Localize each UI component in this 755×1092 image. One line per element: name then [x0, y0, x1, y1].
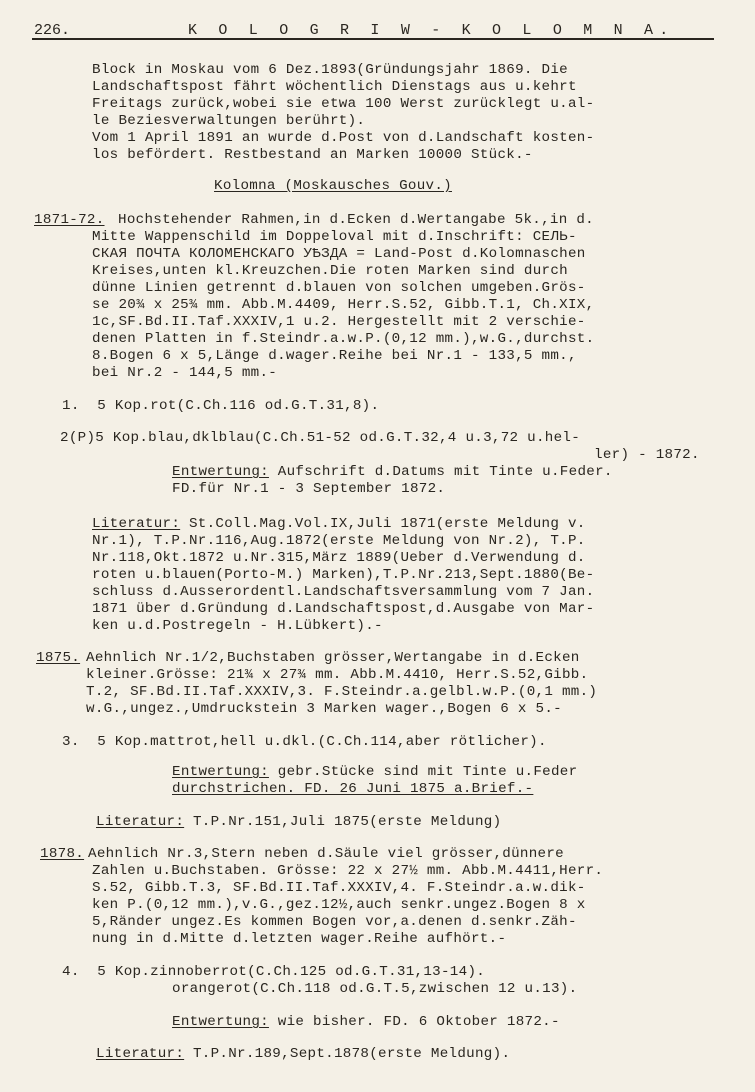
intro-line: Freitags zurück,wobei sie etwa 100 Werst zurücklegt u.al- [92, 96, 595, 112]
issue-1871-line: Hochstehender Rahmen,in d.Ecken d.Wertangabe 5k.,in d. [118, 212, 594, 228]
issue-1871-line: 1c,SF.Bd.II.Taf.XXXIV,1 u.2. Hergestellt mit 2 verschie- [92, 314, 586, 330]
literatur-1871-line: Nr.118,Okt.1872 u.Nr.315,März 1889(Ueber d.Verwendung d. [92, 550, 586, 566]
literatur-label: Literatur: [92, 516, 181, 532]
literatur-text: T.P.Nr.189,Sept.1878(erste Meldung). [184, 1046, 511, 1062]
issue-year-1878: 1878. [40, 846, 85, 862]
catalog-item-1: 1. 5 Kop.rot(C.Ch.116 od.G.T.31,8). [62, 398, 380, 414]
entwertung-1875 [172, 764, 577, 781]
entwertung-1871 [172, 464, 613, 481]
literatur-1871-line: 1871 über d.Gründung d.Landschaftspost,d.Ausgabe von Mar- [92, 601, 595, 617]
issue-1871-line: bei Nr.2 - 144,5 mm.- [92, 365, 278, 381]
intro-line: le Beziesverwaltungen berührt). [92, 113, 366, 129]
issue-1871-line: Kreises,unten kl.Kreuzchen.Die roten Marken sind durch [92, 263, 568, 279]
literatur-1878 [96, 1046, 510, 1063]
entwertung-label: Entwertung: [172, 464, 269, 480]
catalog-item-3: 3. 5 Kop.mattrot,hell u.dkl.(C.Ch.114,aber rötlicher). [62, 734, 547, 750]
entwertung-text: gebr.Stücke sind mit Tinte u.Feder [268, 764, 578, 780]
entwertung-text: wie bisher. FD. 6 Oktober 1872.- [268, 1014, 560, 1030]
intro-line: los befördert. Restbestand an Marken 10000 Stück.- [92, 147, 533, 163]
issue-1878-line: 5,Ränder ungez.Es kommen Bogen vor,a.denen d.senkr.Zäh- [92, 914, 577, 930]
page-number: 226. [34, 22, 71, 39]
literatur-1871-line: Nr.1), T.P.Nr.116,Aug.1872(erste Meldung von Nr.2), T.P. [92, 533, 586, 549]
literatur-1875 [96, 814, 501, 831]
intro-line: Block in Moskau vom 6 Dez.1893(Gründungsjahr 1869. Die [92, 62, 568, 78]
issue-1875-line: w.G.,ungez.,Umdruckstein 3 Marken wager.,Bogen 6 x 5.- [86, 701, 562, 717]
issue-1878-line: S.52, Gibb.T.3, SF.Bd.II.Taf.XXXIV,4. F.Steindr.a.w.dik- [92, 880, 586, 896]
issue-year-1875: 1875. [36, 650, 81, 666]
issue-1878-line: Aehnlich Nr.3,Stern neben d.Säule viel grösser,dünnere [88, 846, 564, 862]
issue-1875-line: kleiner.Grösse: 21¾ x 27¾ mm. Abb.M.4410, Herr.S.52,Gibb. [86, 667, 589, 683]
literatur-text: St.Coll.Mag.Vol.IX,Juli 1871(erste Meldung v. [180, 516, 586, 532]
literatur-label: Literatur: [96, 814, 185, 830]
issue-1871-line: 8.Bogen 6 x 5,Länge d.wager.Reihe bei Nr.1 - 133,5 mm., [92, 348, 577, 364]
literatur-text: T.P.Nr.151,Juli 1875(erste Meldung) [184, 814, 502, 830]
issue-1875-line: T.2, SF.Bd.II.Taf.XXXIV,3. F.Steindr.a.gelbl.w.P.(0,1 mm.) [86, 684, 598, 700]
entwertung-text: Aufschrift d.Datums mit Tinte u.Feder. [268, 464, 613, 480]
catalog-item-2-cont: ler) - 1872. [594, 447, 700, 463]
issue-1871-line: dünne Linien getrennt d.blauen von solchen umgeben.Grös- [92, 280, 586, 296]
issue-1878-line: nung in d.Mitte d.letzten wager.Reihe aufhört.- [92, 931, 507, 947]
literatur-1871-line: schluss d.Ausserordentl.Landschaftsversammlung vom 7 Jan. [92, 584, 595, 600]
catalog-item-4: 4. 5 Kop.zinnoberrot(C.Ch.125 od.G.T.31,13-14). [62, 964, 486, 980]
catalog-item-2: 2(P)5 Kop.blau,dklblau(C.Ch.51-52 od.G.T.32,4 u.3,72 u.hel- [60, 430, 581, 446]
entwertung-1878 [172, 1014, 560, 1031]
issue-1871-line: СКАЯ ПОЧТА КОЛОМЕНСКАГО УѢЗДА = Land-Post d.Kolomnaschen [92, 246, 586, 262]
literatur-1871 [92, 516, 586, 533]
entwertung-1871-cont: FD.für Nr.1 - 3 September 1872. [172, 481, 446, 497]
intro-line: Landschaftspost fährt wöchentlich Dienstags aus u.kehrt [92, 79, 577, 95]
header-rule [32, 38, 714, 40]
running-title: K O L O G R I W - K O L O M N A. [188, 22, 675, 39]
issue-1878-line: Zahlen u.Buchstaben. Grösse: 22 x 27½ mm. Abb.M.4411,Herr. [92, 863, 604, 879]
entwertung-label: Entwertung: [172, 1014, 269, 1030]
section-heading: Kolomna (Moskausches Gouv.) [214, 178, 452, 194]
literatur-1871-line: roten u.blauen(Porto-M.) Marken),T.P.Nr.213,Sept.1880(Be- [92, 567, 595, 583]
literatur-label: Literatur: [96, 1046, 185, 1062]
issue-year-1871: 1871-72. [34, 212, 105, 228]
entwertung-label: Entwertung: [172, 764, 269, 780]
issue-1871-line: Mitte Wappenschild im Doppeloval mit d.Inschrift: СЕЛЬ- [92, 229, 577, 245]
issue-1871-line: se 20¾ x 25¾ mm. Abb.M.4409, Herr.S.52, Gibb.T.1, Ch.XIX, [92, 297, 595, 313]
intro-line: Vom 1 April 1891 an wurde d.Post von d.Landschaft kosten- [92, 130, 595, 146]
issue-1878-line: ken P.(0,12 mm.),v.G.,gez.12½,auch senkr.ungez.Bogen 8 x [92, 897, 586, 913]
literatur-1871-line: ken u.d.Postregeln - H.Lübkert).- [92, 618, 383, 634]
issue-1875-line: Aehnlich Nr.1/2,Buchstaben grösser,Wertangabe in d.Ecken [86, 650, 580, 666]
entwertung-1875-cont: durchstrichen. FD. 26 Juni 1875 a.Brief.- [172, 781, 534, 797]
catalog-item-4-cont: orangerot(C.Ch.118 od.G.T.5,zwischen 12 u.13). [172, 981, 578, 997]
issue-1871-line: denen Platten in f.Steindr.a.w.P.(0,12 mm.),w.G.,durchst. [92, 331, 595, 347]
